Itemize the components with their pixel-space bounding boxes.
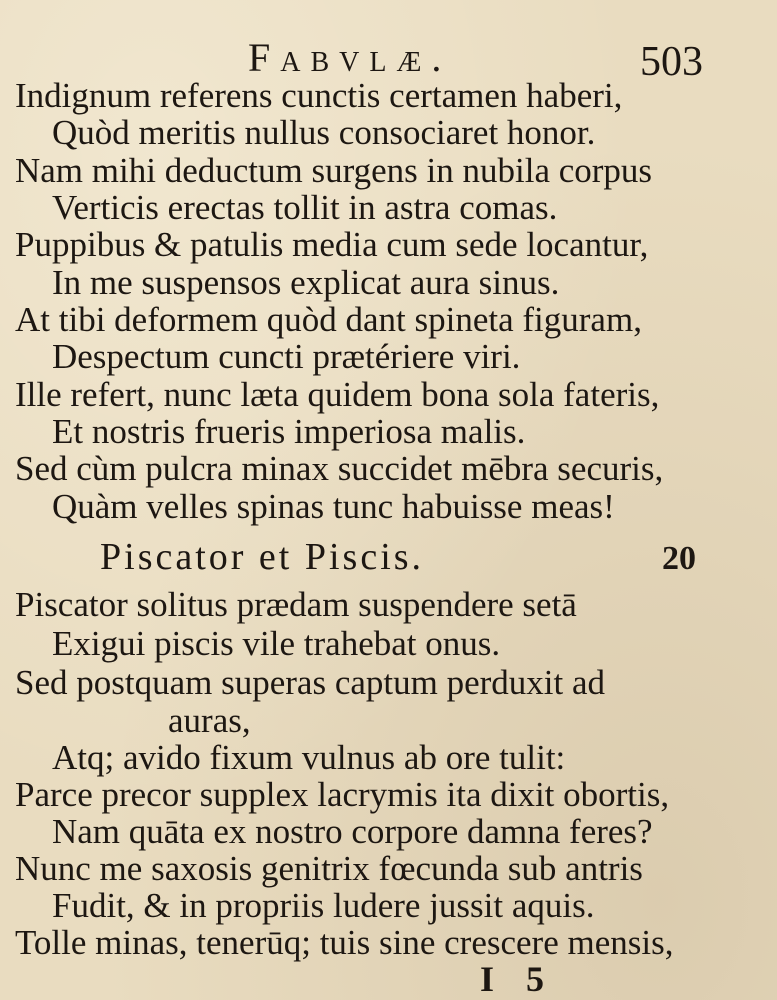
page-number: 503: [640, 39, 703, 85]
verse-line: Verticis erectas tollit in astra comas.: [52, 188, 558, 227]
verse-line: Quàm velles spinas tunc habuisse meas!: [52, 487, 615, 526]
fable-title: Piscator et Piscis.: [100, 536, 425, 578]
verse-line: In me suspensos explicat aura sinus.: [52, 263, 560, 302]
verse-line: Tolle minas, tenerūq; tuis sine crescere mensis,: [15, 923, 674, 962]
verse-line: Atq; avido fixum vulnus ab ore tulit:: [52, 738, 566, 777]
verse-line: Parce precor supplex lacrymis ita dixit obortis,: [15, 775, 670, 814]
signature-number: 5: [526, 959, 545, 999]
verse-line: Ille refert, nunc læta quidem bona sola fateris,: [15, 375, 660, 414]
verse-line: Piscator solitus prædam suspendere setā: [15, 585, 577, 624]
verse-line: Despectum cuncti prætériere viri.: [52, 337, 521, 376]
verse-line: auras,: [168, 701, 251, 740]
signature-letter: I: [480, 959, 495, 999]
running-title: Fabvlæ.: [248, 35, 452, 80]
verse-line: Sed cùm pulcra minax succidet mēbra securis,: [15, 449, 664, 488]
verse-line: Et nostris frueris imperiosa malis.: [52, 412, 526, 451]
verse-line: Sed postquam superas captum perduxit ad: [15, 663, 606, 702]
fable-number: 20: [662, 540, 696, 577]
verse-line: Puppibus & patulis media cum sede locantur,: [15, 225, 649, 264]
verse-line: Indignum referens cunctis certamen haberi,: [15, 76, 623, 115]
signature-mark: [480, 958, 544, 1000]
verse-line: At tibi deformem quòd dant spineta figuram,: [15, 300, 642, 339]
verse-line: Exigui piscis vile trahebat onus.: [52, 624, 501, 663]
verse-line: Nunc me saxosis genitrix fœcunda sub antris: [15, 849, 643, 888]
verse-line: Nam quāta ex nostro corpore damna feres?: [52, 812, 653, 851]
verse-line: Nam mihi deductum surgens in nubila corpus: [15, 151, 653, 190]
verse-line: Quòd meritis nullus consociaret honor.: [52, 113, 596, 152]
verse-line: Fudit, & in propriis ludere jussit aquis.: [52, 886, 595, 925]
